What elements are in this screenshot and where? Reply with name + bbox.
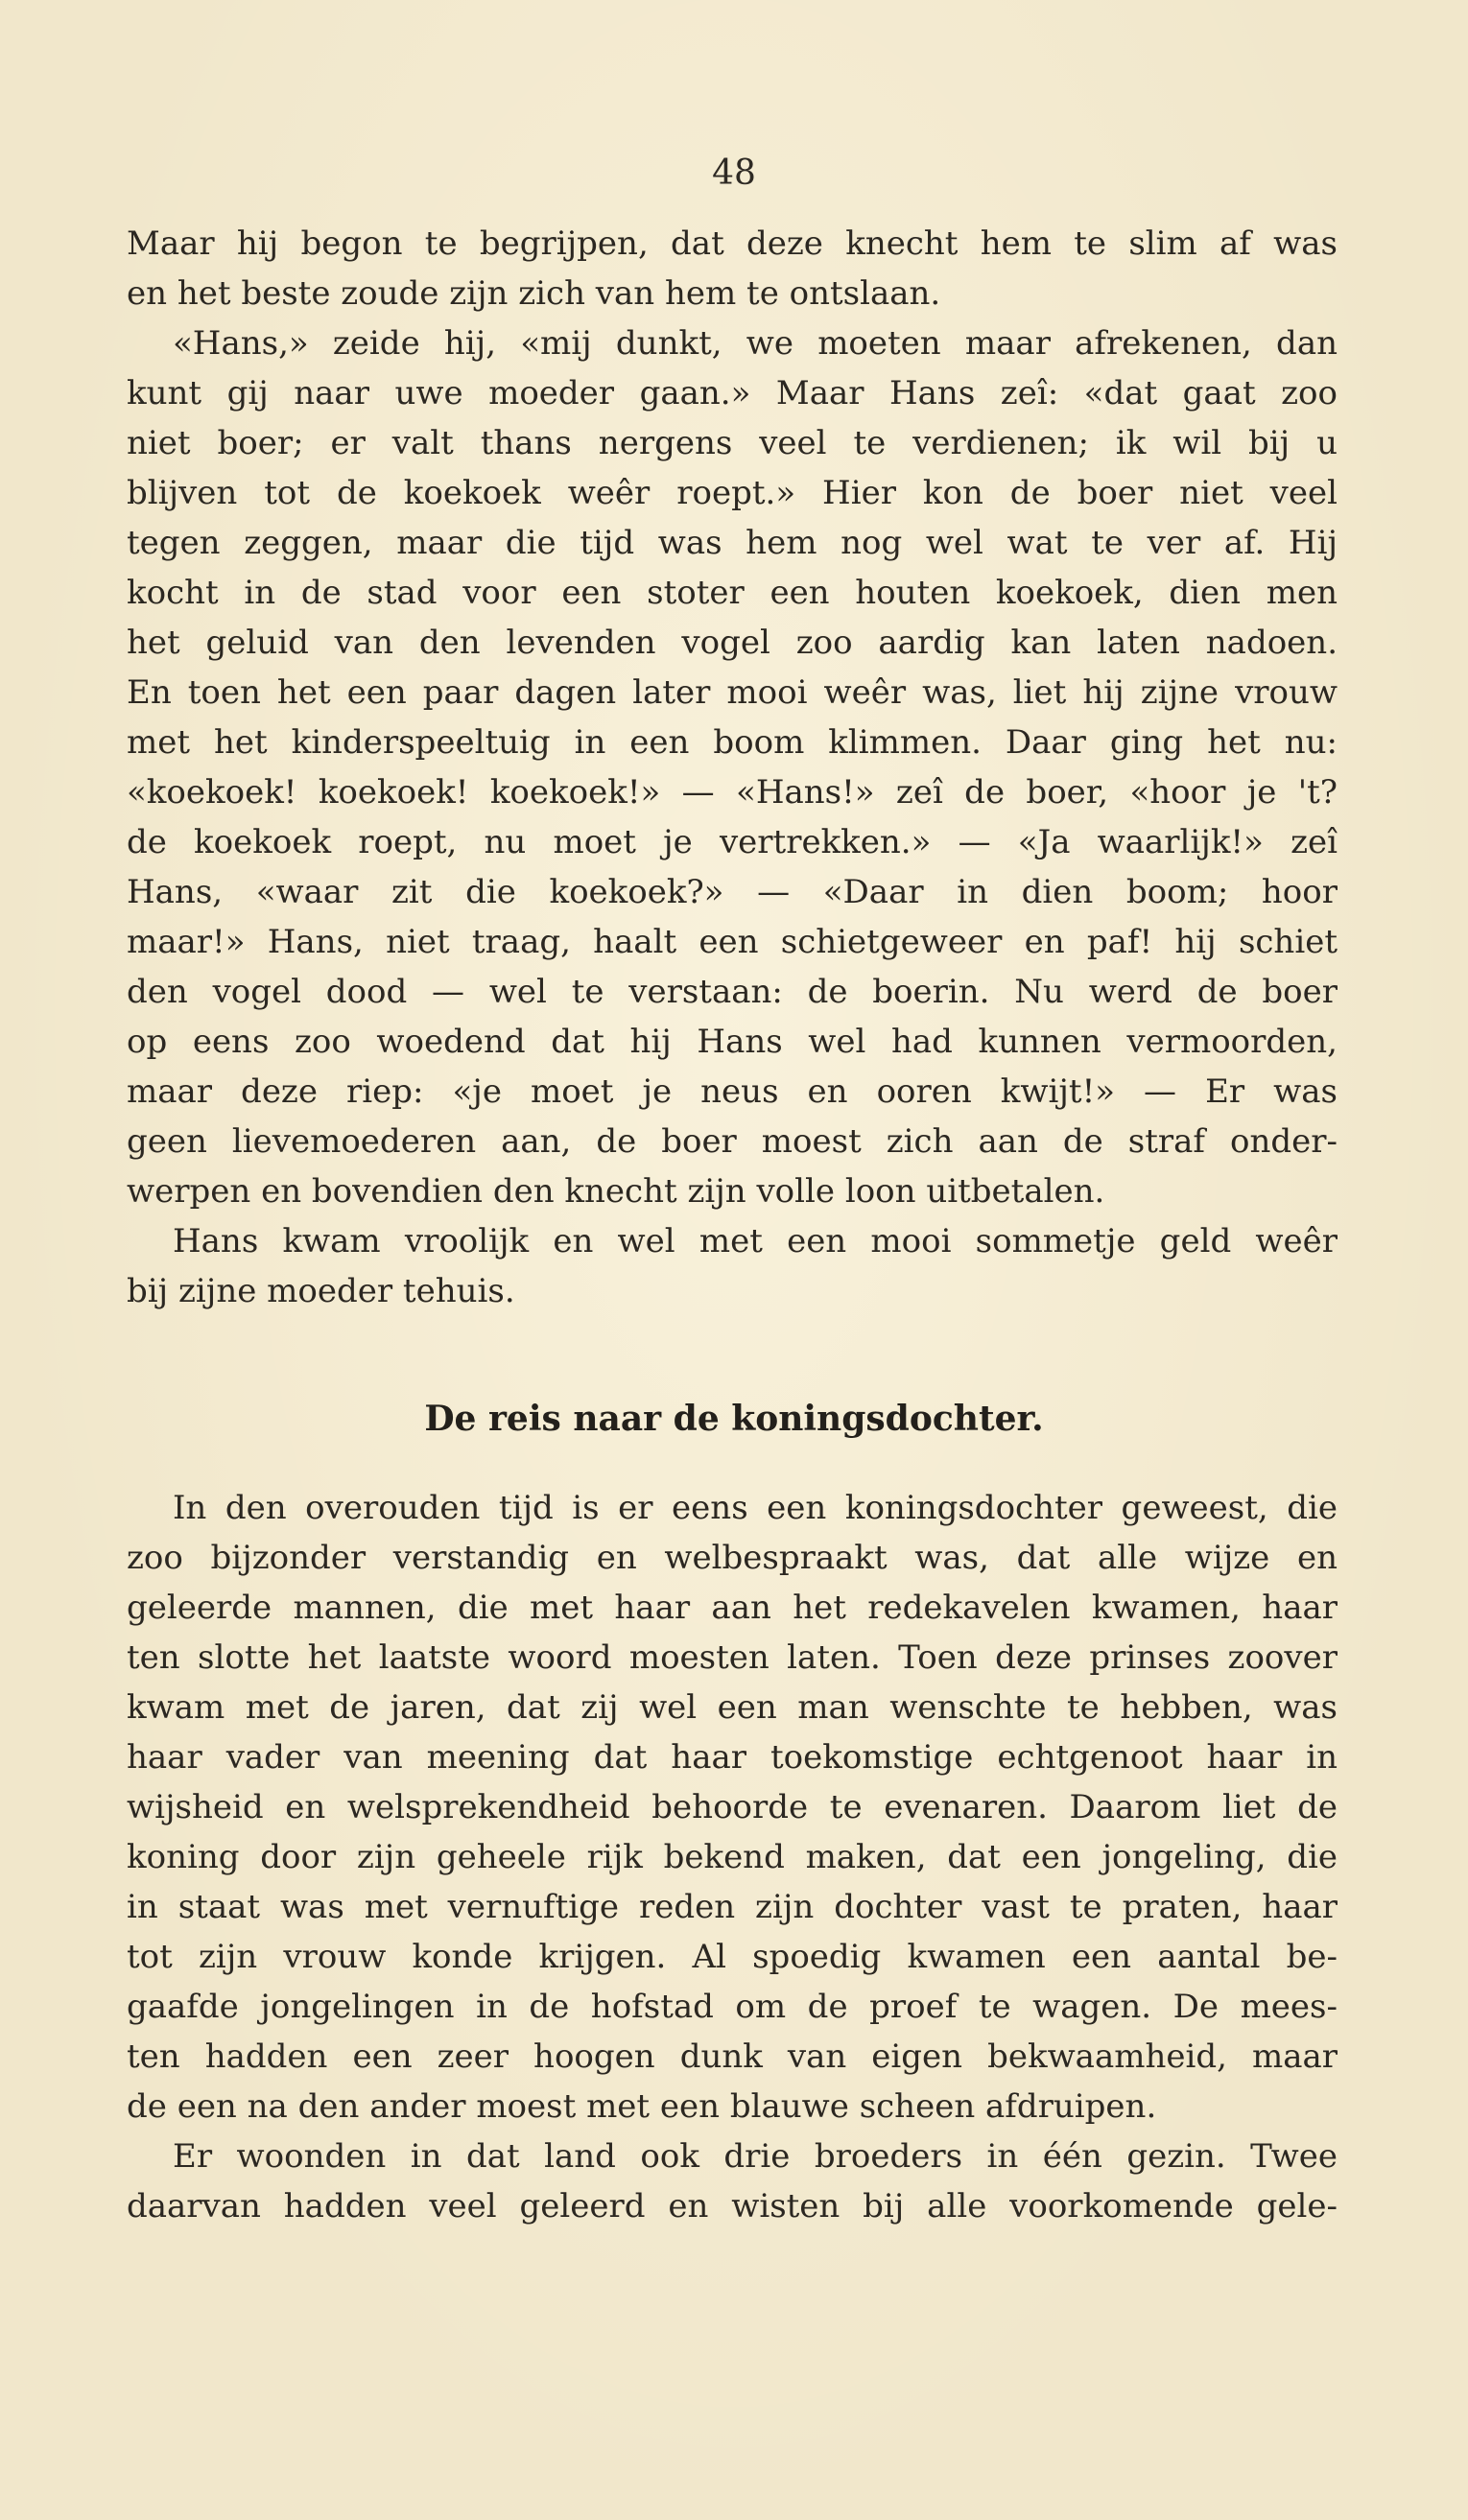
text-line: en het beste zoude zijn zich van hem te ontslaan. (127, 274, 941, 313)
text-line: maar deze riep: «je moet je neus en ooren kwijt!» — Er was (127, 1072, 1338, 1111)
text-line: werpen en bovendien den knecht zijn volle loon uitbetalen. (127, 1172, 1105, 1211)
text-line: koning door zijn geheele rijk bekend maken, dat een jongeling, die (127, 1838, 1338, 1876)
text-line: ten slotte het laatste woord moesten laten. Toen deze prinses zoover (127, 1638, 1338, 1677)
text-line: Hans kwam vroolijk en wel met een mooi sommetje geld weêr (173, 1222, 1338, 1260)
text-line: In den overouden tijd is er eens een koningsdochter geweest, die (173, 1489, 1338, 1527)
text-line: En toen het een paar dagen later mooi weêr was, liet hij zijne vrouw (127, 673, 1338, 712)
text-line: haar vader van meening dat haar toekomstige echtgenoot haar in (127, 1738, 1338, 1777)
text-line: kocht in de stad voor een stoter een houten koekoek, dien men (127, 574, 1338, 612)
text-line: geleerde mannen, die met haar aan het redekavelen kwamen, haar (127, 1589, 1338, 1627)
text-line: gaafde jongelingen in de hofstad om de proef te wagen. De mees- (127, 1988, 1338, 2026)
text-line: met het kinderspeeltuig in een boom klimmen. Daar ging het nu: (127, 723, 1338, 762)
text-line: den vogel dood — wel te verstaan: de boerin. Nu werd de boer (127, 973, 1338, 1011)
text-line: Er woonden in dat land ook drie broeders in één gezin. Twee (173, 2137, 1338, 2176)
text-line: de koekoek roept, nu moet je vertrekken.» — «Ja waarlijk!» zeî (127, 823, 1338, 861)
page-number: 48 (712, 153, 756, 193)
text-line: maar!» Hans, niet traag, haalt een schietgeweer en paf! hij schiet (127, 923, 1338, 961)
text-line: zoo bijzonder verstandig en welbespraakt was, dat alle wijze en (127, 1539, 1338, 1577)
text-line: wijsheid en welsprekendheid behoorde te evenaren. Daarom liet de (127, 1788, 1338, 1826)
text-line: in staat was met vernuftige reden zijn dochter vast te praten, haar (127, 1888, 1338, 1926)
text-line: niet boer; er valt thans nergens veel te verdienen; ik wil bij u (127, 424, 1338, 462)
section-body-2 (127, 1483, 1338, 2231)
text-line: kunt gij naar uwe moeder gaan.» Maar Hans zeî: «dat gaat zoo (127, 374, 1338, 412)
text-line: ten hadden een zeer hoogen dunk van eigen bekwaamheid, maar (127, 2037, 1338, 2076)
text-line: op eens zoo woedend dat hij Hans wel had kunnen vermoorden, (127, 1023, 1338, 1061)
text-line: Hans, «waar zit die koekoek?» — «Daar in dien boom; hoor (127, 873, 1338, 911)
text-line: kwam met de jaren, dat zij wel een man wenschte te hebben, was (127, 1688, 1338, 1727)
text-line: tegen zeggen, maar die tijd was hem nog wel wat te ver af. Hij (127, 524, 1338, 562)
text-line: geen lievemoederen aan, de boer moest zich aan de straf onder- (127, 1122, 1338, 1161)
text-line: daarvan hadden veel geleerd en wisten bij alle voorkomende gele- (127, 2187, 1338, 2226)
text-line: de een na den ander moest met een blauwe scheen afdruipen. (127, 2087, 1157, 2126)
text-line: blijven tot de koekoek weêr roept.» Hier kon de boer niet veel (127, 474, 1338, 512)
text-line: bij zijne moeder tehuis. (127, 1272, 515, 1310)
section-heading: De reis naar de koningsdochter. (424, 1399, 1044, 1439)
section-body-1 (127, 219, 1338, 1316)
text-line: tot zijn vrouw konde krijgen. Al spoedig kwamen een aantal be- (127, 1938, 1338, 1976)
text-line: «Hans,» zeide hij, «mij dunkt, we moeten maar afrekenen, dan (173, 324, 1338, 363)
text-line: Maar hij begon te begrijpen, dat deze knecht hem te slim af was (127, 224, 1338, 263)
text-line: het geluid van den levenden vogel zoo aardig kan laten nadoen. (127, 624, 1338, 662)
text-line: «koekoek! koekoek! koekoek!» — «Hans!» zeî de boer, «hoor je 't? (127, 773, 1338, 812)
